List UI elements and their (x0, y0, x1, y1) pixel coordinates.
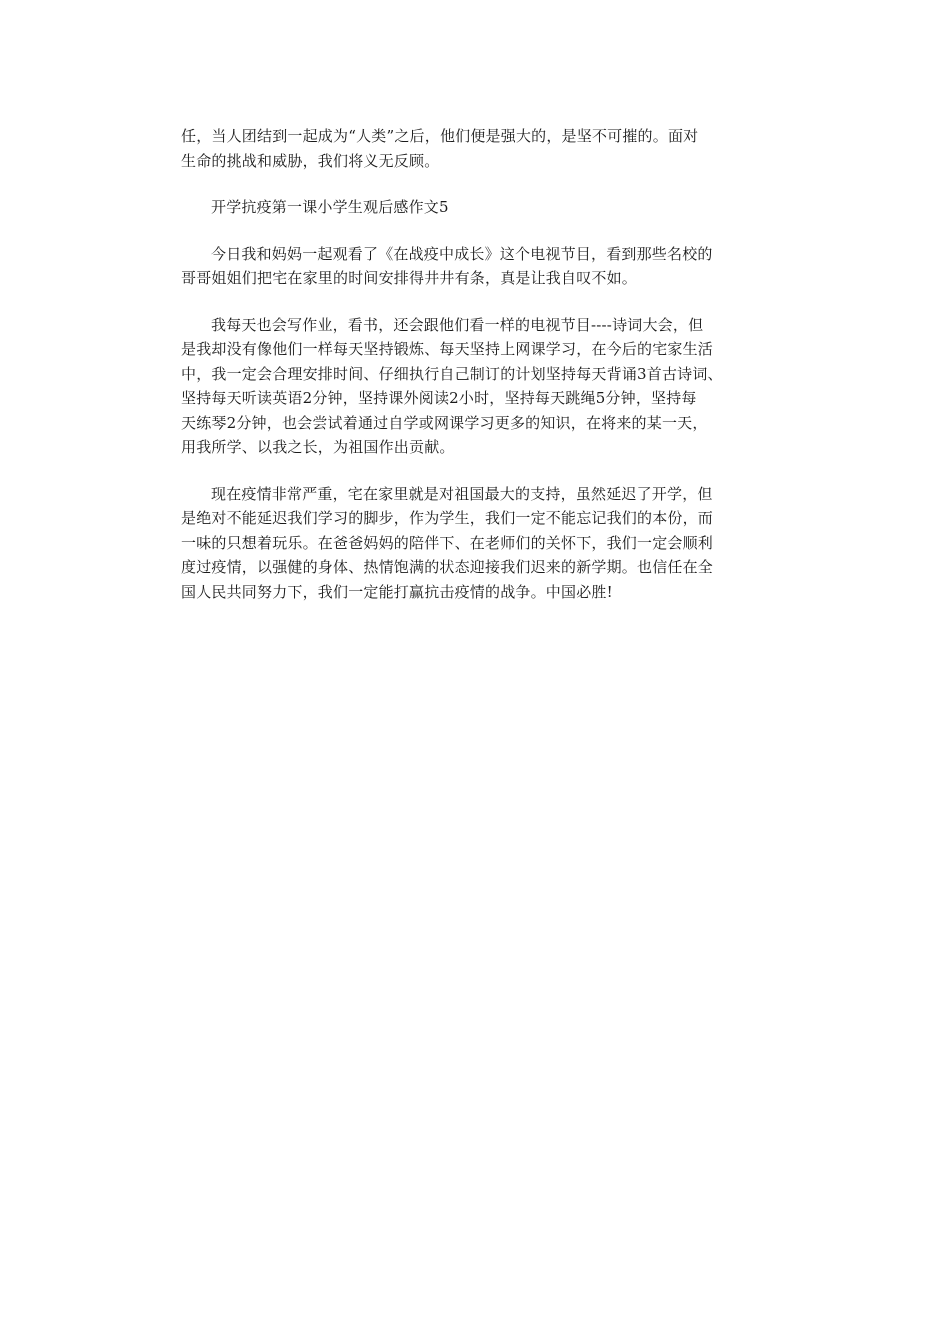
text-line: 国人民共同努力下，我们一定能打赢抗击疫情的战争。中国必胜! (181, 582, 613, 601)
text-line: 是我却没有像他们一样每天坚持锻炼、每天坚持上网课学习，在今后的宅家生活 (181, 340, 714, 358)
heading-text: 开学抗疫第一课小学生观后感作文5 (211, 198, 449, 216)
paragraph-spacer (181, 220, 781, 242)
text-line: 中，我一定会合理安排时间、仔细执行自己制订的计划坚持每天背诵3首古诗词、 (181, 364, 723, 383)
text-line: 坚持每天听读英语2分钟，坚持课外阅读2小时，坚持每天跳绳5分钟，坚持每 (181, 389, 697, 407)
text-line: 是绝对不能延迟我们学习的脚步，作为学生，我们一定不能忘记我们的本份，而 (181, 509, 714, 527)
paragraph-spacer (181, 460, 781, 482)
text-line: 天练琴2分钟，也会尝试着通过自学或网课学习更多的知识，在将来的某一天， (181, 413, 708, 432)
document-body (181, 124, 781, 604)
text-line: 任，当人团结到一起成为“人类”之后，他们便是强大的，是坚不可摧的。面对 (181, 127, 699, 145)
paragraph-conclusion (181, 482, 781, 605)
text-line: 一味的只想着玩乐。在爸爸妈妈的陪伴下、在老师们的关怀下，我们一定会顺利 (181, 533, 714, 552)
text-line: 今日我和妈妈一起观看了《在战疫中成长》这个电视节目，看到那些名校的 (211, 244, 713, 263)
text-line: 度过疫情，以强健的身体、热情饱满的状态迎接我们迟来的新学期。也信任在全 (181, 558, 714, 576)
text-line: 现在疫情非常严重，宅在家里就是对祖国最大的支持，虽然延迟了开学，但 (211, 484, 713, 503)
text-line: 我每天也会写作业，看书，还会跟他们看一样的电视节目----诗词大会，但 (211, 315, 704, 334)
paragraph-intro (181, 242, 781, 291)
section-heading (181, 195, 781, 220)
text-line: 用我所学、以我之长，为祖国作出贡献。 (181, 438, 455, 456)
text-line: 哥哥姐姐们把宅在家里的时间安排得井井有条，真是让我自叹不如。 (181, 269, 638, 287)
paragraph-spacer (181, 173, 781, 195)
paragraph-spacer (181, 291, 781, 313)
paragraph-continuation (181, 124, 781, 173)
paragraph-plan (181, 313, 781, 460)
text-line: 生命的挑战和威胁，我们将义无反顾。 (181, 151, 440, 170)
